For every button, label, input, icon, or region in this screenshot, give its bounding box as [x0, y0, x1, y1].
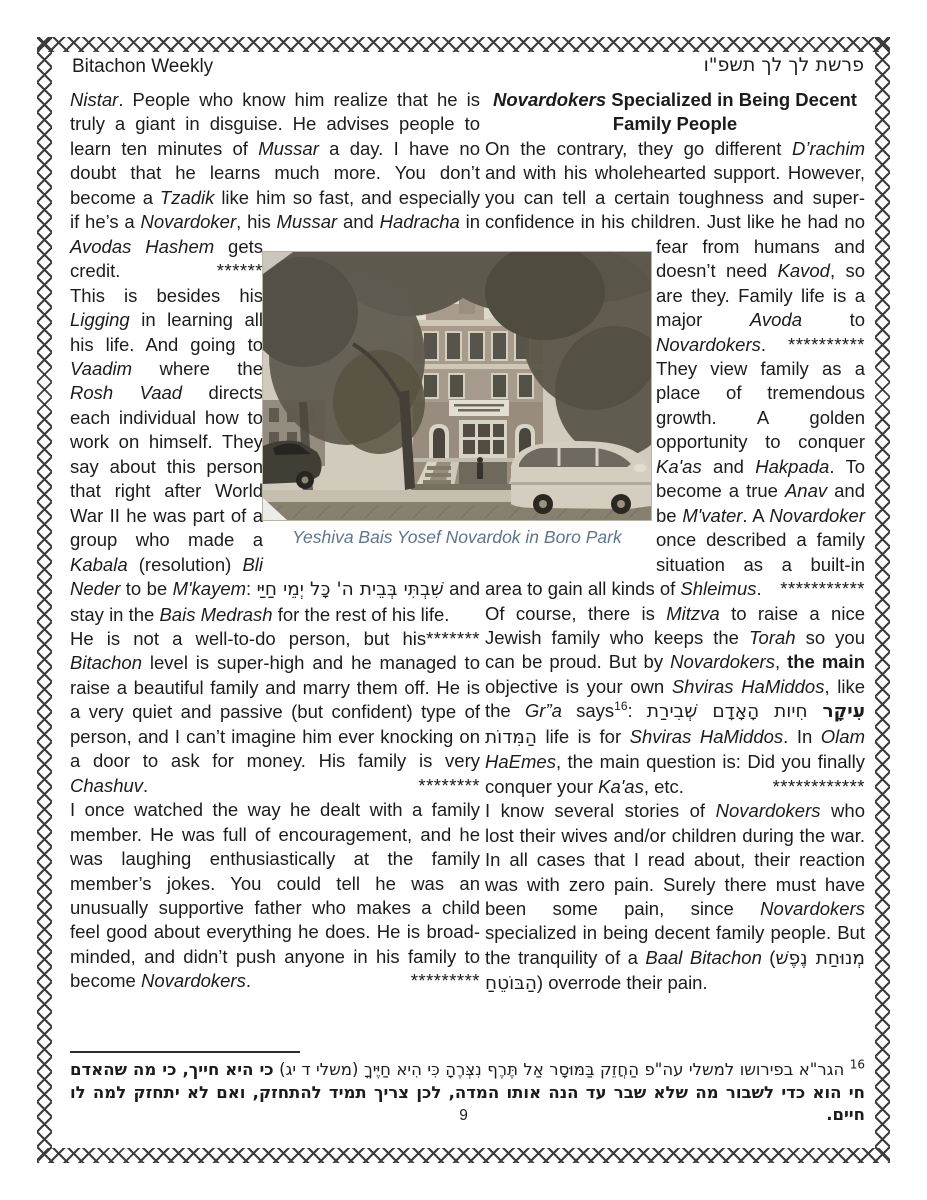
yeshiva-photo-illustration	[263, 252, 651, 520]
paragraph: This is besides his Ligging in learning all his life. And going to Vaadim where the Rosh Vaad directs each individual how to work on himself. They say about this person that right after World War II he was part of a group who made a Kabala (resolution) Bli Neder to be M'kayem: שִׁבְתִּי בְּבֵית ה' כָּל יְמֵי חַיַּי and stay in the Bais Medrash for the rest of his life. *******	[70, 284, 480, 649]
page-border-top	[37, 37, 890, 52]
paragraph: He is not a well-to-do person, but his Bitachon level is super-high and he managed to raise a beautiful family and marry them off. He is a very quiet and passive (but confident) type of person, and I can’t imagine him ever knocking on a door to ask for money. His family is very Chashuv. ********	[70, 627, 480, 796]
paragraph: They view family as a place of tremendous growth. A golden opportunity to conquer Ka'as and Hakpada. To become a true Anav and be M'vater. A Novardoker once described a family situation as a built-in area to gain all kinds of Shleimus. ***********	[485, 357, 866, 600]
page-border-left	[37, 37, 52, 1163]
section-heading: Novardokers Specialized in Being Decent Family People	[493, 89, 857, 135]
paragraph: Nistar. People who know him realize that he is truly a giant in disguise. He advises people to learn ten minutes of Mussar a day. I have no doubt that he learns much more. You don’t become a Tzadik like him so fast, and especially if he’s a Novardoker, his Mussar and Hadracha in Avodas Hashem gets credit. ******	[70, 89, 480, 282]
photo-caption: Yeshiva Bais Yosef Novardok in Boro Park	[292, 527, 622, 547]
paragraph: On the contrary, they go different D’rachim and with his wholehearted support. However, you can tell a certain toughness and super-confidence in his children. Just like he had no fear from humans and doesn’t need Kavod, so are they. Family life is a major Avoda to Novardokers. **********	[485, 137, 865, 355]
footnote: $^{16}$ הגר"א בפירושו למשלי עה"פ הַחֲזֵק בַּמּוּסָר אַל תֶּרֶף נִצְּרֶהָ כִּי הִיא חַיֶּיךָ (משלי ד יג) כי היא חייך, כי מה שהאדם חי הוא כדי לשבור מה שלא שבר עד הנה אותו המדה, לכן צריך תמיד להתחזק, ואם לא יתחזק למה לו חיים.	[70, 1057, 866, 1124]
footnote-separator	[70, 1051, 300, 1053]
article-photo-block	[263, 252, 651, 548]
page-border-bottom	[37, 1148, 890, 1163]
page-number: 9	[459, 1107, 468, 1124]
paragraph: Of course, there is Mitzva to raise a nice Jewish family who keeps the Torah so you can be proud. But by Novardokers, the main objective is your own Shviras HaMiddos, like the Gr”a says$^{16}$: עִיקָר חִיות הָאָדָם שְׁבִירַת הַמִּדוֹת life is for Shviras HaMiddos. In Olam HaEmes, the main question is: Did you finally conquer your Ka'as, etc. ************	[485, 602, 866, 797]
parsha-title: פרשת לך לך תשפ"ו	[703, 54, 864, 76]
paragraph: I once watched the way he dealt with a family member. He was full of encouragement, and he was laughing enthusiastically at the family member’s jokes. You could tell he was an unusually supportive father who makes a child feel good about everything he does. He is broad-minded, and didn’t push anyone in his family to become Novardokers. *********	[70, 799, 480, 992]
paragraph: I know several stories of Novardokers who lost their wives and/or children during the war. In all cases that I read about, their reaction was with zero pain. Surely there must have been some pain, since Novardokers specialized in being decent family people. But the tranquility of a Baal Bitachon (מְנוּחַת נֶפֶשׁ הַבּוֹטֵחַ) overrode their pain.	[485, 800, 865, 995]
newsletter-title: Bitachon Weekly	[72, 56, 214, 77]
page-border-right	[875, 37, 890, 1163]
yeshiva-photo	[263, 252, 651, 520]
